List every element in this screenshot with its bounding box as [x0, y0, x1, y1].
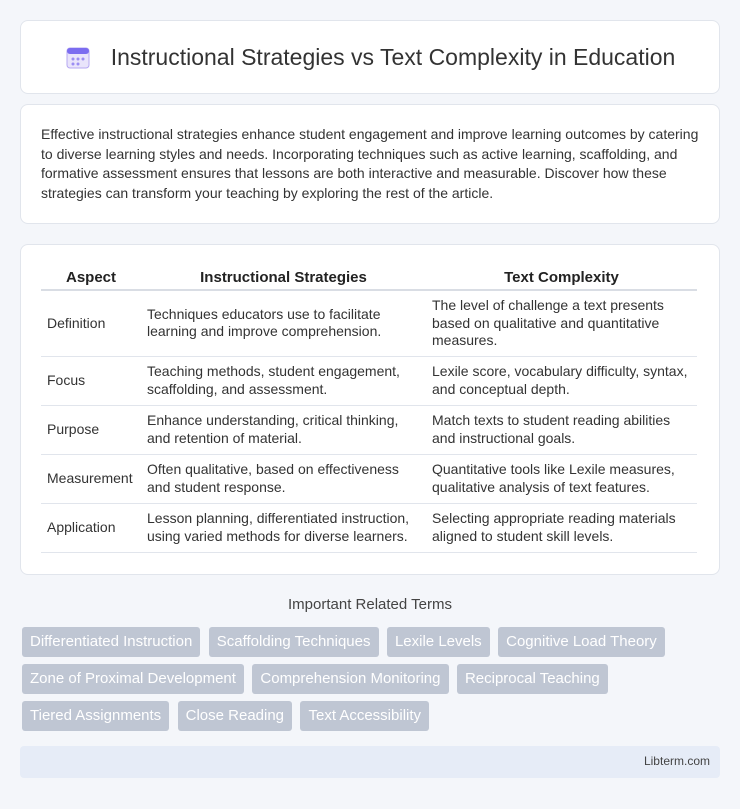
- row-aspect: Focus: [41, 356, 141, 405]
- row-instructional-strategies: Techniques educators use to facilitate learning and improve comprehension.: [141, 290, 426, 356]
- table-row: [41, 503, 697, 552]
- column-header-aspect: Aspect: [41, 265, 141, 290]
- table-row: [41, 454, 697, 503]
- table-row: [41, 290, 697, 356]
- row-instructional-strategies: Enhance understanding, critical thinking, and retention of material.: [141, 405, 426, 454]
- column-header-text-complexity: Text Complexity: [426, 265, 697, 290]
- related-terms-list: [22, 627, 722, 738]
- tag-close-reading[interactable]: Close Reading: [178, 701, 292, 731]
- row-aspect: Purpose: [41, 405, 141, 454]
- footer: [20, 746, 720, 778]
- row-aspect: Definition: [41, 290, 141, 356]
- related-terms-title: Important Related Terms: [288, 596, 452, 613]
- tag-lexile-levels[interactable]: Lexile Levels: [387, 627, 490, 657]
- tag-cognitive-load-theory[interactable]: Cognitive Load Theory: [498, 627, 665, 657]
- row-text-complexity: Lexile score, vocabulary difficulty, syntax, and conceptual depth.: [426, 356, 697, 405]
- row-aspect: Measurement: [41, 454, 141, 503]
- row-instructional-strategies: Lesson planning, differentiated instruction, using varied methods for diverse learners.: [141, 503, 426, 552]
- tag-zone-of-proximal-development[interactable]: Zone of Proximal Development: [22, 664, 244, 694]
- calendar-icon: [65, 44, 91, 70]
- page-title: Instructional Strategies vs Text Complexity in Education: [110, 43, 676, 70]
- row-text-complexity: Selecting appropriate reading materials aligned to student skill levels.: [426, 503, 697, 552]
- header-card: [20, 20, 720, 94]
- row-text-complexity: Match texts to student reading abilities and instructional goals.: [426, 405, 697, 454]
- tag-comprehension-monitoring[interactable]: Comprehension Monitoring: [252, 664, 448, 694]
- tag-reciprocal-teaching[interactable]: Reciprocal Teaching: [457, 664, 608, 694]
- tag-tiered-assignments[interactable]: Tiered Assignments: [22, 701, 169, 731]
- comparison-table: [41, 265, 697, 553]
- comparison-card: [20, 244, 720, 575]
- intro-text: Effective instructional strategies enhance student engagement and improve learning outcomes by catering to diverse learning styles and needs. Incorporating techniques such as active learning, scaffolding, and formative assessment ensures that lessons are both interactive and measurable. Discover how these strategies can transform your teaching by exploring the rest of the article.: [41, 126, 699, 201]
- row-aspect: Application: [41, 503, 141, 552]
- table-header-row: [41, 265, 697, 290]
- footer-site-link[interactable]: Libterm.com: [643, 754, 710, 768]
- row-instructional-strategies: Often qualitative, based on effectiveness and student response.: [141, 454, 426, 503]
- row-instructional-strategies: Teaching methods, student engagement, scaffolding, and assessment.: [141, 356, 426, 405]
- table-row: [41, 356, 697, 405]
- intro-card: [20, 104, 720, 224]
- row-text-complexity: The level of challenge a text presents based on qualitative and quantitative measures.: [426, 290, 697, 356]
- tag-scaffolding-techniques[interactable]: Scaffolding Techniques: [209, 627, 379, 657]
- tag-differentiated-instruction[interactable]: Differentiated Instruction: [22, 627, 200, 657]
- table-row: [41, 405, 697, 454]
- column-header-instructional-strategies: Instructional Strategies: [141, 265, 426, 290]
- tag-text-accessibility[interactable]: Text Accessibility: [300, 701, 429, 731]
- row-text-complexity: Quantitative tools like Lexile measures, qualitative analysis of text features.: [426, 454, 697, 503]
